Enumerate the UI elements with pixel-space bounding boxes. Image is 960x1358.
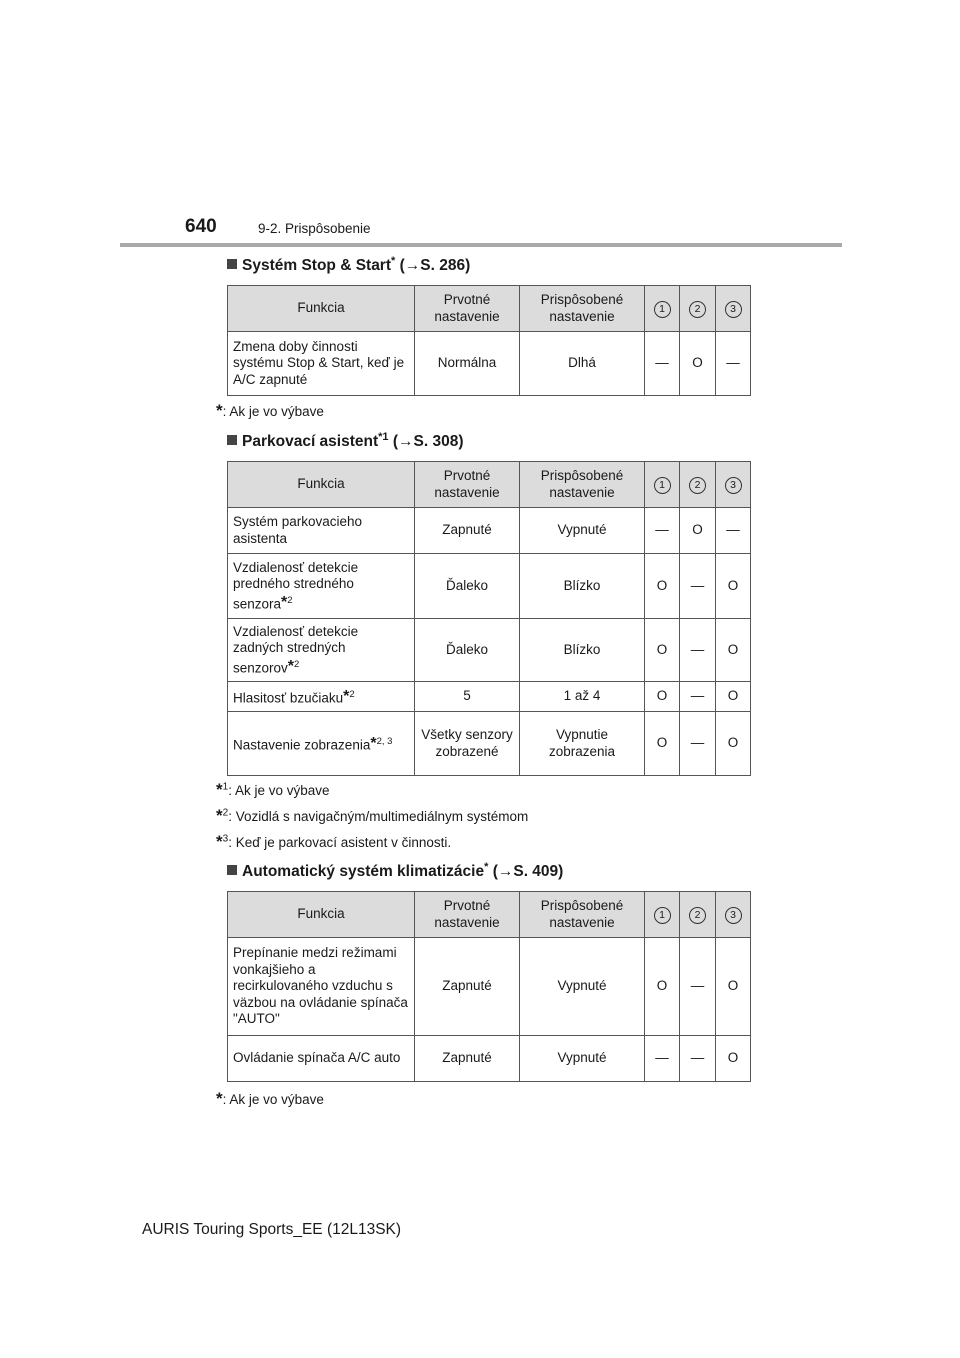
col-3: 3 [716, 892, 751, 938]
table-row: Vzdialenosť detekcie zadných stredných senzorov$^{*2}$ Ďaleko Blízko O — O [228, 619, 751, 682]
heading-stop-start: Systém Stop & Start* (→S. 286) [227, 255, 470, 275]
col-1: 1 [645, 892, 680, 938]
section-title: 9-2. Prispôsobenie [258, 221, 371, 236]
footnote: *$^2$: Vozidlá s navigačným/multimediálnym systémom [216, 806, 529, 825]
col-2: 2 [680, 462, 716, 508]
square-bullet-icon [227, 435, 237, 445]
table-row: Prepínanie medzi režimami vonkajšieho a recirkulovaného vzduchu s väzbou na ovládanie spínača "AUTO" Zapnuté Vypnuté O — O [228, 938, 751, 1036]
footnote: *: Ak je vo výbave [216, 401, 324, 420]
col-initial: Prvotné nastavenie [415, 892, 520, 938]
page-reference: (→S. 308) [392, 433, 464, 451]
table-parking-assist [227, 461, 751, 776]
table-header-row [228, 286, 751, 332]
footer-model: AURIS Touring Sports_EE (12L13SK) [142, 1221, 402, 1238]
square-bullet-icon [227, 259, 237, 269]
col-initial: Prvotné nastavenie [415, 462, 520, 508]
table-row: Nastavenie zobrazenia$^{*2, 3}$ Všetky senzory zobrazené Vypnutie zobrazenia O — O [228, 712, 751, 776]
table-header-row [228, 462, 751, 508]
page-reference: (→S. 286) [399, 257, 471, 275]
col-1: 1 [645, 462, 680, 508]
footnote: *$^1$: Ak je vo výbave [216, 780, 330, 799]
col-function: Funkcia [228, 892, 415, 938]
col-function: Funkcia [228, 462, 415, 508]
col-function: Funkcia [228, 286, 415, 332]
col-custom: Prispôsobené nastavenie [520, 462, 645, 508]
page-reference: (→S. 409) [492, 863, 564, 881]
footnote: *$^3$: Keď je parkovací asistent v činnosti. [216, 832, 452, 851]
table-climate [227, 891, 751, 1082]
col-initial: Prvotné nastavenie [415, 286, 520, 332]
heading-climate: Automatický systém klimatizácie* (→S. 409) [227, 861, 563, 881]
footnote: *: Ak je vo výbave [216, 1089, 324, 1108]
col-1: 1 [645, 286, 680, 332]
table-row: Zmena doby činnosti systému Stop & Start, keď je A/C zapnuté Normálna Dlhá — O — [228, 332, 751, 396]
col-2: 2 [680, 286, 716, 332]
table-header-row [228, 892, 751, 938]
col-3: 3 [716, 462, 751, 508]
table-row: Hlasitosť bzučiaku$^{*2}$ 5 1 až 4 O — O [228, 682, 751, 712]
heading-parking-assist: Parkovací asistent$^{*1}$ (→S. 308) [227, 431, 464, 451]
square-bullet-icon [227, 865, 237, 875]
table-row: Vzdialenosť detekcie predného stredného senzora$^{*2}$ Ďaleko Blízko O — O [228, 554, 751, 619]
page-number: 640 [185, 216, 217, 237]
table-stop-start [227, 285, 751, 396]
col-3: 3 [716, 286, 751, 332]
table-row: Systém parkovacieho asistenta Zapnuté Vypnuté — O — [228, 508, 751, 554]
col-2: 2 [680, 892, 716, 938]
col-custom: Prispôsobené nastavenie [520, 892, 645, 938]
table-row: Ovládanie spínača A/C auto Zapnuté Vypnuté — — O [228, 1036, 751, 1082]
header-rule [120, 243, 842, 247]
col-custom: Prispôsobené nastavenie [520, 286, 645, 332]
